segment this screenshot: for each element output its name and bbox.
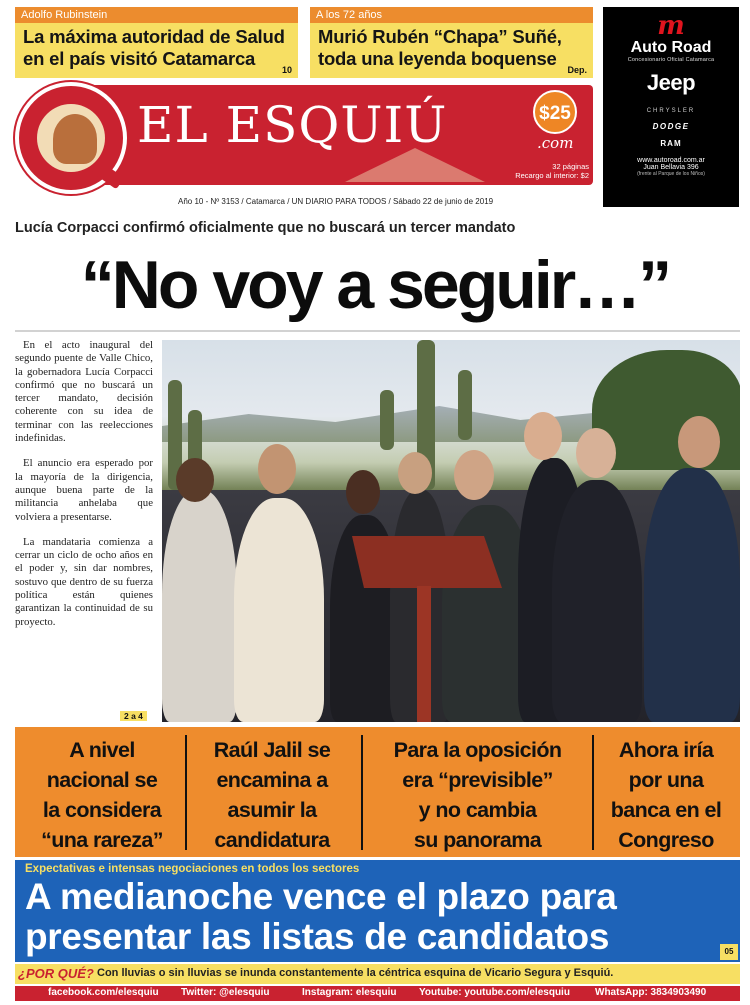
ad-brand: Auto Road <box>630 39 712 56</box>
subheads-band <box>15 727 740 857</box>
newspaper-domain: .com <box>537 134 574 152</box>
ad-make-chrysler: CHRYSLER <box>646 108 696 114</box>
friar-figure-icon <box>53 114 97 164</box>
subhead-line: banca en el <box>610 798 722 822</box>
photo-person <box>552 480 642 722</box>
ad-make-ram: RAM <box>660 139 682 148</box>
subhead-nacional[interactable] <box>19 735 185 855</box>
subhead-divider <box>361 735 363 850</box>
page-count <box>515 162 589 180</box>
dateline: Año 10 - Nº 3153 / Catamarca / UN DIARIO PARA TODOS / Sábado 22 de junio de 2019 <box>178 197 494 206</box>
teaser-headline-line: en el país visitó Catamarca <box>23 48 256 69</box>
social-twitter-link[interactable]: Twitter: @elesquiu <box>181 987 270 998</box>
subhead-line: A nivel <box>69 738 135 762</box>
subhead-line: Ahora iría <box>618 738 714 762</box>
subhead-line: era “previsible” <box>402 768 553 792</box>
teaser-headline <box>310 23 593 70</box>
social-instagram-link[interactable]: Instagram: elesquiu <box>302 987 397 998</box>
surcharge-text: Recargo al interior: $2 <box>515 171 589 180</box>
subhead-oposicion[interactable] <box>365 735 590 855</box>
ad-make-dodge: DODGE <box>652 122 690 131</box>
lead-kicker: Lucía Corpacci confirmó oficialmente que no buscará un tercer mandato <box>15 220 516 236</box>
newspaper-name: EL ESQUIÚ <box>137 96 448 154</box>
lead-page-ref: 2 a 4 <box>120 711 147 721</box>
teaser-tag: A los 72 años <box>310 7 593 23</box>
banner-page: 05 <box>720 944 738 960</box>
ad-dealer: Concesionario Oficial Catamarca <box>627 57 715 63</box>
photo-head <box>176 458 214 502</box>
subhead-congreso[interactable] <box>596 735 736 855</box>
photo-person <box>234 498 324 722</box>
subhead-jalil[interactable] <box>189 735 355 855</box>
photo-head <box>346 470 380 514</box>
subhead-line: nacional se <box>46 768 158 792</box>
photo-cactus <box>380 390 394 450</box>
subhead-divider <box>592 735 594 850</box>
divider <box>15 330 740 332</box>
banner-headline-line: A medianoche vence el plazo para <box>25 876 617 917</box>
masthead[interactable] <box>15 82 593 195</box>
elections-banner[interactable] <box>15 860 740 962</box>
price-badge: $25 <box>533 90 577 134</box>
auto-road-logo-icon: m <box>657 11 685 41</box>
subhead-line: asumir la <box>227 798 317 822</box>
lead-body <box>15 339 153 641</box>
photo-lectern <box>352 536 502 588</box>
banner-headline <box>25 877 617 957</box>
teaser-salud[interactable] <box>15 7 298 78</box>
porque-text: Con lluvias o sin lluvias se inunda constantemente la céntrica esquina de Vicario Segura y Esquiú. <box>97 967 614 979</box>
lead-headline[interactable]: “No voy a seguir…” <box>80 247 670 323</box>
banner-headline-line: presentar las listas de candidatos <box>25 916 610 957</box>
teaser-page: 10 <box>281 65 292 75</box>
subhead-line: Congreso <box>618 828 714 852</box>
body-paragraph: La mandataria comienza a cerrar un ciclo de ocho años en el poder y, sin dar nombres, sostuvo que dentro de su fuerza política están quienes garantizan la continuidad de su proyecto. <box>15 535 153 628</box>
photo-cactus <box>458 370 472 440</box>
photo-head <box>678 416 720 468</box>
photo-lectern-stand <box>417 586 431 722</box>
body-paragraph: El anuncio era esperado por la mayoría de la dirigencia, aunque buena parte de la militancia anhelaba que volviera a presentarse. <box>15 457 153 523</box>
ad-make-jeep: Jeep <box>646 70 696 95</box>
teaser-headline-line: Murió Rubén “Chapa” Suñé, <box>318 26 562 47</box>
social-youtube-link[interactable]: Youtube: youtube.com/elesquiu <box>419 987 570 998</box>
social-whatsapp-link[interactable]: WhatsApp: 3834903490 <box>595 987 707 998</box>
photo-person <box>644 468 740 722</box>
lead-photo <box>162 340 740 722</box>
porque-strip[interactable] <box>15 964 740 984</box>
photo-head <box>398 452 432 494</box>
auto-road-ad[interactable] <box>603 7 739 207</box>
subhead-line: encamina a <box>216 768 328 792</box>
subhead-line: por una <box>628 768 704 792</box>
ad-address: Juan Bellavia 396 <box>643 164 699 171</box>
subhead-line: “una rareza” <box>41 828 163 852</box>
teaser-page: Dep. <box>567 65 587 75</box>
body-paragraph: En el acto inaugural del segundo puente de Valle Chico, la gobernadora Lucía Corpacci confirmó que no buscará un tercer mandato, decisión coherente con su idea de terminar con las reelecciones indefinidas. <box>15 339 153 445</box>
porque-label: ¿POR QUÉ? <box>18 966 94 981</box>
subhead-line: su panorama <box>413 828 542 852</box>
photo-head <box>576 428 616 478</box>
subhead-line: la considera <box>42 798 162 822</box>
photo-person <box>162 490 237 722</box>
subhead-line: Para la oposición <box>393 738 562 762</box>
banner-kicker: Expectativas e intensas negociaciones en todos los sectores <box>25 863 360 875</box>
social-facebook-link[interactable]: facebook.com/elesquiu <box>48 987 159 998</box>
teaser-headline <box>15 23 298 70</box>
photo-head <box>258 444 296 494</box>
teaser-sune[interactable] <box>310 7 593 78</box>
photo-head <box>524 412 562 460</box>
ad-website: www.autoroad.com.ar <box>637 157 705 164</box>
teaser-headline-line: La máxima autoridad de Salud <box>23 26 285 47</box>
subhead-line: candidatura <box>214 828 330 852</box>
pages-text: 32 páginas <box>552 162 589 171</box>
teaser-headline-line: toda una leyenda boquense <box>318 48 557 69</box>
subhead-line: y no cambia <box>418 798 537 822</box>
teaser-tag: Adolfo Rubinstein <box>15 7 298 23</box>
social-bar <box>15 986 740 1001</box>
photo-head <box>454 450 494 500</box>
subhead-divider <box>185 735 187 850</box>
subhead-line: Raúl Jalil se <box>213 738 331 762</box>
ad-address-note: (frente al Parque de los Niños) <box>637 171 705 177</box>
